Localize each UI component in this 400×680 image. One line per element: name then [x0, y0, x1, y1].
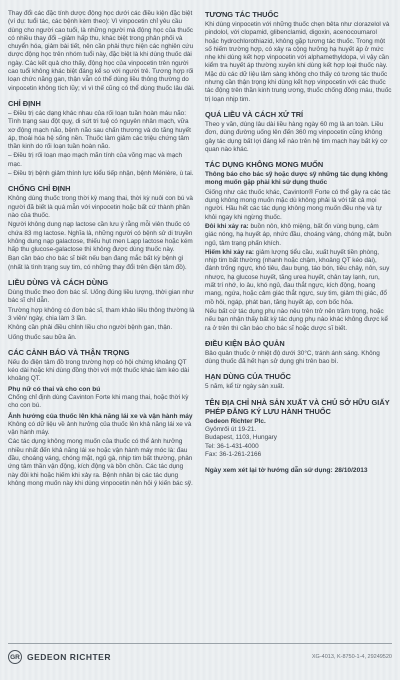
company-logo	[8, 650, 111, 664]
body-paragraph: Bạn cần báo cho bác sĩ biết nếu bạn đang mắc bất kỳ bệnh gì (nhất là tình trạng suy tim, có những thay đổi trên điện tâm đồ).	[8, 255, 187, 271]
body-paragraph: – Điều trị các dạng khác nhau của rối loạn tuần hoàn máu não: Tình trạng sau đột quỵ, di sứt tri tuệ có nguyên nhân mạch, vữa xơ động mạch não, bệnh não sau chấn thương và do tăng huyết áp, thoái hóa hệ sống nền. Thuốc làm giảm các triệu chứng tâm thần kinh do rối loạn tuần hoàn não.	[8, 109, 191, 151]
body-paragraph: Uống thuốc sau bữa ăn.	[8, 333, 77, 341]
body-paragraph: Không có dữ liệu về ảnh hưởng của thuốc lên khả năng lái xe và vận hành máy.	[8, 420, 192, 437]
body-paragraph: Các tác dụng không mong muốn của thuốc có thể ảnh hưởng nhiều nhất đến khả năng lái xe hoặc vận hành máy móc là: đau đầu, choáng váng, chóng mặt, ngủ gà, nhịp tim bất thường, phản ứng tâm thần vận động, kích động và bồn chồn. Các tác dụng này đôi khi hoặc hiếm khi xảy ra. Bệnh nhân bị các tác dụng không mong muốn này khi dùng vinpocetin nên hỏi ý kiến bác sỹ.	[8, 438, 193, 487]
section-heading: TÁC DỤNG KHÔNG MONG MUỐN	[205, 160, 324, 170]
address-line: Gyömrői út 19-21.	[205, 425, 257, 433]
body-paragraph: 5 năm, kể từ ngày sản xuất.	[205, 383, 285, 391]
section-heading: TÊN ĐỊA CHỈ NHÀ SẢN XUẤT VÀ CHỦ SỞ HỮU GIẤY PHÉP ĐĂNG KÝ LƯU HÀNH THUỐC	[205, 397, 390, 416]
address-line: Fax: 36-1-261-2166	[205, 450, 262, 458]
body-paragraph: Thay đổi các đặc tính dược động học dưới các điều kiện đặc biệt (ví dụ: tuổi tác, các bệnh kèm theo): Vì vinpocetin chỉ yêu cầu dùng cho người cao tuổi, là những người mà động học của thuốc có nhiều thay đổi –giảm hấp thu, khác biệt trong phân phối và chuyển hóa, giảm bài tiết, nên cần phải thực hiện các nghiên cứu dược động học trên nhóm tuổi này, đặc biệt là khi dùng thuốc dài ngày. Các kết quả cho thấy, động học của vinpocetin trên người cao tuổi không khác biệt đáng kể so với người trẻ. Tương hợp rối loạn chức năng gan, thận vẫn có thể dùng liều thông thường do vinpocetin không tích lũy; vì vì thế cũng có thể dùng thuốc lâu dài.	[8, 10, 195, 92]
section-heading: TƯƠNG TÁC THUỐC	[205, 10, 279, 19]
left-column	[8, 10, 195, 489]
section-heading: HẠN DÙNG CỦA THUỐC	[205, 372, 291, 382]
body-paragraph: – Điều trị bệnh giảm thính lực kiểu tiếp nhận, bệnh Ménière, ù tai.	[8, 170, 194, 178]
labeled-paragraph	[205, 249, 392, 307]
address-line: Gedeon Richter Plc.	[205, 417, 266, 425]
address-line: Budapest, 1103, Hungary	[205, 434, 278, 442]
right-column	[205, 10, 392, 489]
emphasis-paragraph: Thông báo cho bác sỹ hoặc dược sỹ những tác dụng không mong muốn gặp phải khi sử dụng thuốc	[205, 171, 388, 187]
body-paragraph: – Điều trị rối loạn mạo mạch mãn tính của võng mạc và mạch mạc.	[8, 152, 183, 168]
section-heading: CHỈ ĐỊNH	[8, 98, 41, 108]
subsection-heading: Ngày xem xét lại tờ hướng dẫn sử dụng: 28/10/2013	[205, 467, 368, 475]
spacer	[205, 459, 392, 465]
body-paragraph: Không dùng thuốc trong thời kỳ mang thai, thời kỳ nuôi con bú và người đã biết là quá mẫn với vinpocetin hoặc bất cứ thành phần nào của thuốc.	[8, 195, 193, 219]
body-paragraph: Người không dung nạp lactose cần lưu ý rằng mỗi viên thuốc có chứa 83 mg lactose. Nghĩa là, những người có bệnh sử di truyền không dung nạp galactose, thiếu hụt men Lapp lactose hoặc kém hấp thu glucose-galactose thì không được dùng thuốc này.	[8, 221, 193, 254]
section-heading: CHỐNG CHỈ ĐỊNH	[8, 184, 71, 194]
section-heading: QUÁ LIỀU VÀ CÁCH XỬ TRÍ	[205, 109, 304, 119]
section-heading: ĐIỀU KIỆN BẢO QUẢN	[205, 338, 285, 348]
body-paragraph: Nếu bất cứ tác dụng phụ nào nêu trên trở nên trầm trọng, hoặc nếu bạn nhận thấy bất kỳ tác dụng phụ nào khác không được kể ra ở trên thì cần báo cho bác sĩ hoặc dược sĩ biết.	[205, 307, 388, 332]
print-code: XG-4013, K-8750-1-4, 29249520	[311, 654, 392, 660]
labeled-paragraph	[205, 223, 392, 248]
body-paragraph: Giống như các thuốc khác, Cavinton® Forte có thể gây ra các tác dụng không mong muốn mặc dù không phải là với tất cả mọi người. Hầu hết các tác dụng không mong muốn đều nhẹ và tự khỏi ngay khi ngừng thuốc.	[205, 188, 391, 221]
text-columns	[8, 10, 392, 489]
body-paragraph: Bảo quản thuốc ở nhiệt độ dưới 30°C, tránh ánh sáng. Không dùng thuốc đã hết hạn sử dụng ghi trên bao bì.	[205, 349, 380, 366]
body-paragraph: Khi dùng vinpocetin với những thuốc chẹn bêta như clorazelol và pindolol, với clopamid, glibenclamid, digoxin, acenocoumarol hoặc hydrochlorothiazid, không gặp tương tác thuốc. Trong một số hiếm trường hợp, có xảy ra cộng hưởng hạ huyết áp ở mức nhẹ khi dùng kết hợp vinpocetin với alphamethyldopa, vì vậy cần kiểm tra huyết áp thường xuyên khi dùng kết hợp loại thuốc này. Mặc dù các dữ liệu lâm sàng không cho thấy có tương tác thuốc nhưng cần thận trọng khi dùng kết hợp vinpocetin với các thuốc tác động trên thần kinh trung ương, thuốc chống đông máu, thuốc trị loạn nhịp tim.	[205, 21, 392, 103]
address-line: Tel: 36-1-431-4000	[205, 442, 259, 450]
body-paragraph: Không cần phải điều chỉnh liều cho người bệnh gan, thận.	[8, 324, 173, 332]
manufacturer-address	[205, 418, 392, 459]
body-paragraph: Nếu đo điện tâm đồ trong trường hợp có hội chứng khoảng QT kéo dài hoặc khi dùng đồng thời với một thuốc khác làm kéo dài khoảng QT.	[8, 358, 190, 383]
paragraph-text: buồn nôn, khô miệng, bất ổn vùng bụng, cảm giác nóng, hạ huyết áp, nhức đầu, choáng váng, chóng mặt, buồn ngủ, tâm trạng phấn khích.	[205, 222, 392, 247]
body-paragraph: Trường hợp không có đơn bác sĩ, tham khảo liều thông thường là 3 viên/ ngày, chia làm 3 lần.	[8, 306, 195, 322]
paragraph-label: Đôi khi xảy ra:	[205, 222, 249, 230]
paragraph-label: Hiếm khi xảy ra:	[205, 248, 255, 256]
body-paragraph: Theo y văn, dùng lâu dài liều hàng ngày 60 mg là an toàn. Liều đơn, dùng đường uống lên đến 360 mg vinpocetin cũng không gây tác dụng bất lợi đáng kể nào trên hệ tim mạch hay bất kỳ cơ quan nào khác.	[205, 120, 388, 153]
body-paragraph: Dùng thuốc theo đơn bác sĩ. Uống đúng liều lượng, thời gian như bác sĩ chỉ dẫn.	[8, 289, 194, 305]
subsection-heading: Ảnh hưởng của thuốc lên khả năng lái xe và vận hành máy	[8, 412, 193, 420]
body-paragraph: Chống chỉ định dùng Cavinton Forte khi mang thai, hoặc thời kỳ cho con bú.	[8, 393, 189, 410]
company-name: GEDEON RICHTER	[27, 652, 111, 662]
section-heading: LIỀU DÙNG VÀ CÁCH DÙNG	[8, 278, 109, 288]
footer	[8, 643, 392, 666]
gedeon-richter-logo-icon: GR	[8, 650, 22, 664]
paragraph-text: giảm lượng tiểu cầu, xuất huyết tiền phòng, nhịp tim bất thường (nhanh hoặc chậm, khoảng QT kéo dài), đánh trống ngực, khó tiêu, đau bụng, táo bón, tiêu chảy, nôn, suy nhược, hạ glucose huyết, tăng urea huyết, chân tay lạnh, run, mất trí nhớ, lo âu, khó ngủ, đau thắt ngực, kích động, hoang mang, ngứa, hoặc cảm giác thắt ngực, suy tim, giảm thị giác, đổ mồ hôi, ngáp, phát ban, tăng huyết áp, cơn bốc hỏa.	[205, 248, 390, 306]
section-heading: CÁC CẢNH BÁO VÀ THẬN TRỌNG	[8, 347, 130, 357]
subsection-heading: Phụ nữ có thai và cho con bú	[8, 385, 101, 393]
